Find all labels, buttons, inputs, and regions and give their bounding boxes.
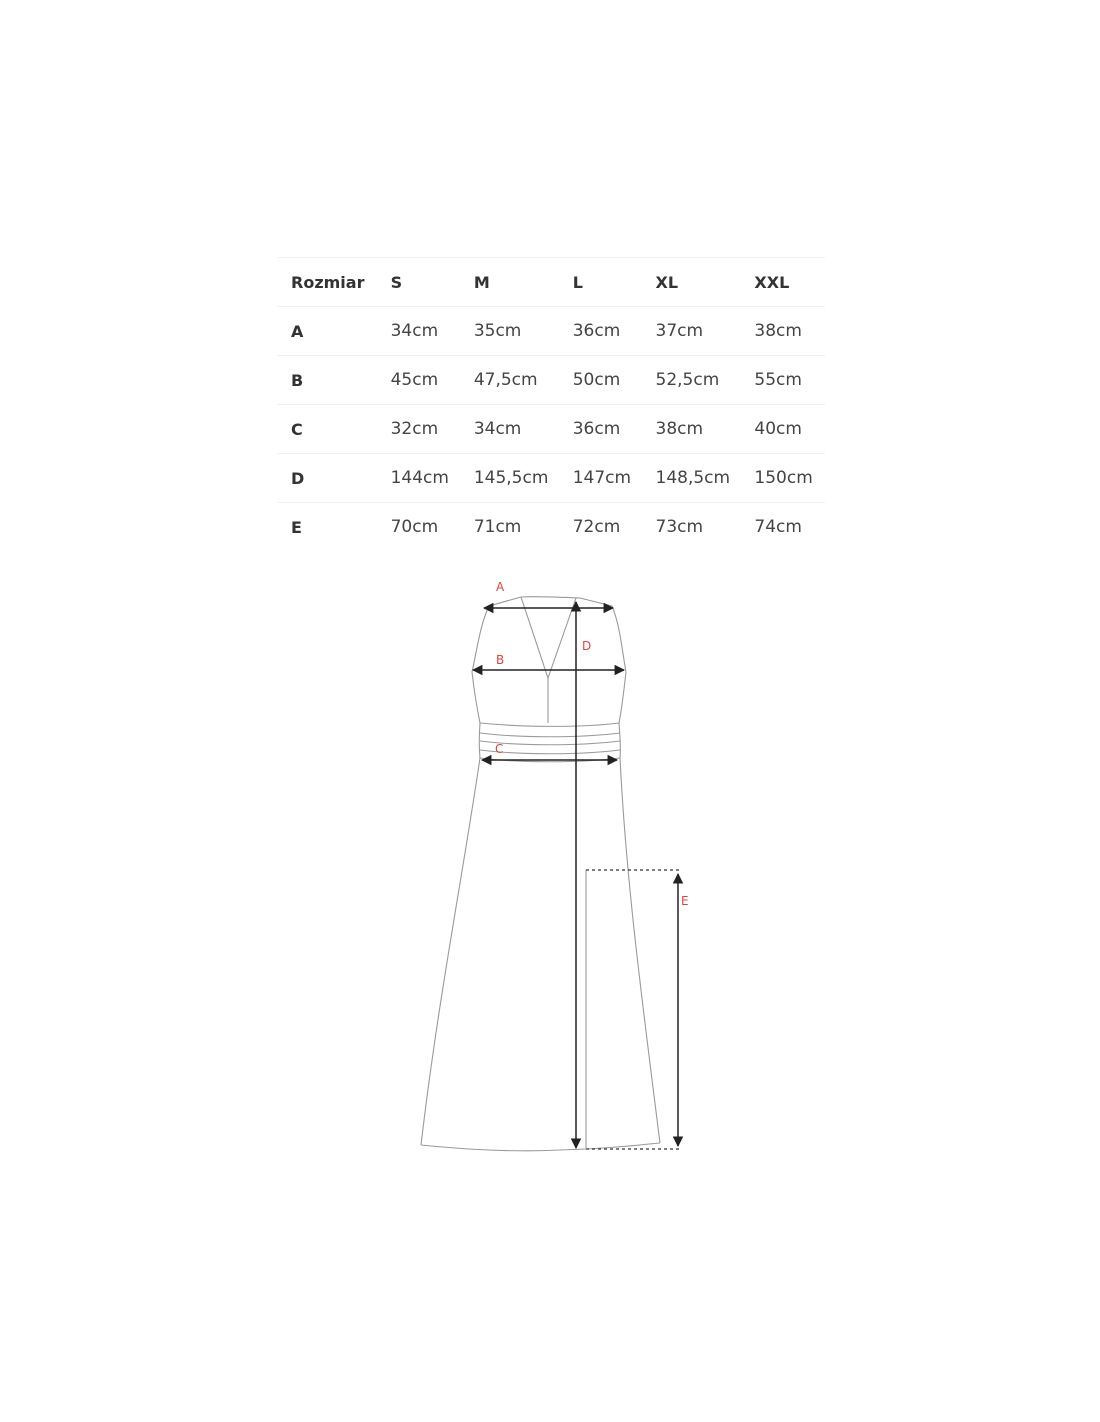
cell-b-s: 45cm xyxy=(377,356,460,405)
header-m: M xyxy=(460,258,559,307)
cell-c-s: 32cm xyxy=(377,405,460,454)
cell-d-m: 145,5cm xyxy=(460,454,559,503)
cell-d-l: 147cm xyxy=(559,454,642,503)
label-d: D xyxy=(582,639,592,653)
row-label-e: E xyxy=(277,503,377,552)
neckline-strap xyxy=(521,597,580,598)
cell-b-xxl: 55cm xyxy=(740,356,825,405)
cell-d-s: 144cm xyxy=(377,454,460,503)
cell-a-xxl: 38cm xyxy=(740,307,825,356)
cell-c-m: 34cm xyxy=(460,405,559,454)
header-xl: XL xyxy=(642,258,741,307)
cell-e-s: 70cm xyxy=(377,503,460,552)
waistband-line-1 xyxy=(480,733,620,737)
measurement-arrows xyxy=(473,602,678,1148)
cell-e-m: 71cm xyxy=(460,503,559,552)
cell-e-xxl: 74cm xyxy=(740,503,825,552)
header-l: L xyxy=(559,258,642,307)
row-label-c: C xyxy=(277,405,377,454)
cell-a-m: 35cm xyxy=(460,307,559,356)
label-e: E xyxy=(681,894,689,908)
cell-d-xxl: 150cm xyxy=(740,454,825,503)
cell-b-m: 47,5cm xyxy=(460,356,559,405)
cell-a-l: 36cm xyxy=(559,307,642,356)
header-size: Rozmiar xyxy=(277,258,377,307)
cell-c-xl: 38cm xyxy=(642,405,741,454)
dress-hem xyxy=(421,1143,660,1151)
label-a: A xyxy=(496,580,505,594)
cell-a-xl: 37cm xyxy=(642,307,741,356)
row-label-d: D xyxy=(277,454,377,503)
cell-b-l: 50cm xyxy=(559,356,642,405)
slit-guides xyxy=(586,870,680,1149)
row-label-a: A xyxy=(277,307,377,356)
header-xxl: XXL xyxy=(740,258,825,307)
cell-c-l: 36cm xyxy=(559,405,642,454)
cell-e-xl: 73cm xyxy=(642,503,741,552)
dress-outline xyxy=(421,597,660,1151)
row-label-b: B xyxy=(277,356,377,405)
cell-c-xxl: 40cm xyxy=(740,405,825,454)
neckline xyxy=(521,597,576,678)
label-b: B xyxy=(496,653,505,667)
cell-a-s: 34cm xyxy=(377,307,460,356)
cell-d-xl: 148,5cm xyxy=(642,454,741,503)
cell-b-xl: 52,5cm xyxy=(642,356,741,405)
waistband-top xyxy=(480,723,619,726)
header-s: S xyxy=(377,258,460,307)
label-c: C xyxy=(495,742,504,756)
dress-left-edge xyxy=(421,597,521,1145)
cell-e-l: 72cm xyxy=(559,503,642,552)
